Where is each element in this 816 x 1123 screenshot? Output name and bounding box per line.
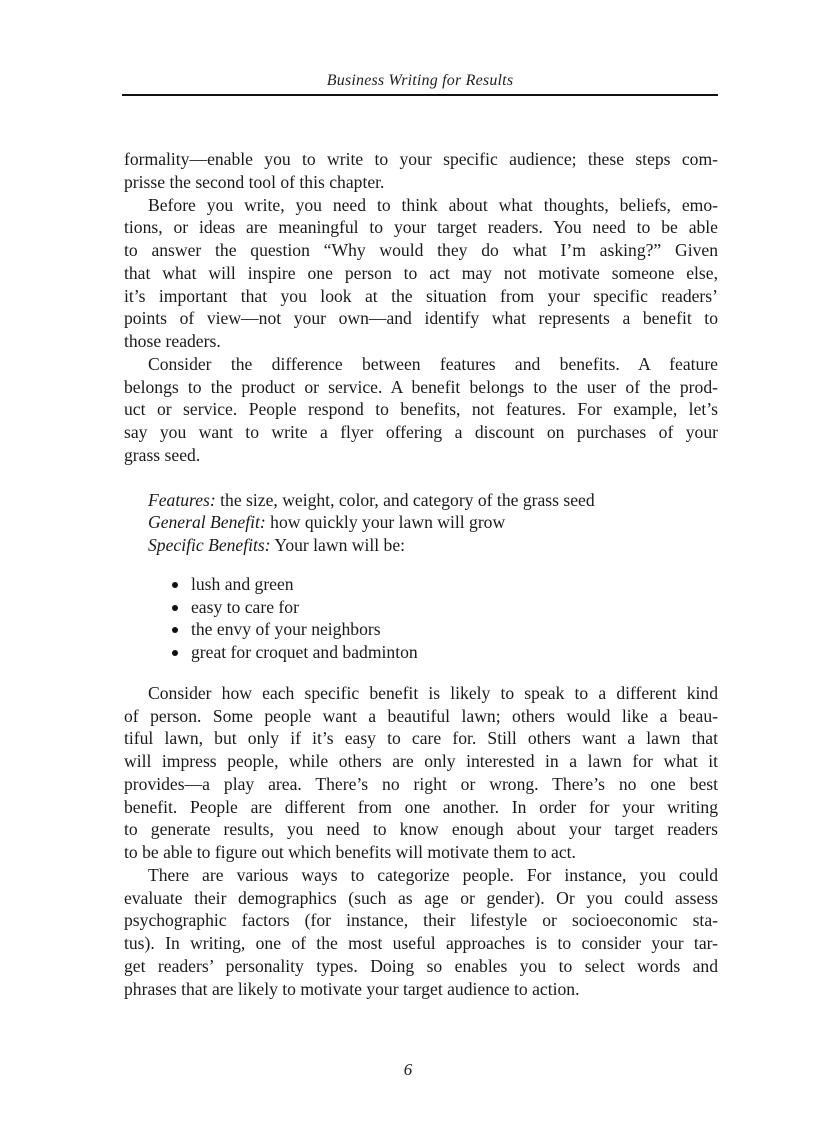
paragraph-1 xyxy=(124,148,718,194)
text-line: points of view—not your own—and identify what represents a benefit to xyxy=(124,308,718,329)
list-item xyxy=(170,641,718,664)
header-rule xyxy=(122,94,718,96)
list-item xyxy=(170,618,718,641)
list-item-text: lush and green xyxy=(191,573,294,594)
definition-features xyxy=(148,489,718,512)
running-header-title: Business Writing for Results xyxy=(326,72,514,89)
text-line: uct or service. People respond to benefits, not features. For example, let’s xyxy=(124,399,718,420)
text-line: say you want to write a flyer offering a discount on purchases of your xyxy=(124,422,718,442)
definition-text: how quickly your lawn will grow xyxy=(265,512,506,533)
text-line: psychographic factors (for instance, their lifestyle or socioeconomic sta- xyxy=(124,910,718,931)
text-line: it’s important that you look at the situation from your specific readers’ xyxy=(124,285,718,306)
text-line: those readers. xyxy=(124,331,221,351)
paragraph-2 xyxy=(124,194,718,353)
text-line: There are various ways to categorize people. For instance, you could xyxy=(148,864,718,885)
text-line: evaluate their demographics (such as age or gender). Or you could assess xyxy=(124,887,718,908)
text-line: tus). In writing, one of the most useful approaches is to consider your tar- xyxy=(124,933,718,953)
text-line: prisse the second tool of this chapter. xyxy=(124,171,385,192)
paragraph-4 xyxy=(124,682,718,864)
bullet-icon xyxy=(172,650,178,656)
text-line: to be able to figure out which benefits will motivate them to act. xyxy=(124,842,576,862)
text-line: of person. Some people want a beautiful lawn; others would like a beau- xyxy=(124,705,718,726)
definitions-block xyxy=(124,489,718,557)
text-line: provides—a play area. There’s no right or wrong. There’s no one best xyxy=(124,773,718,794)
bullet-icon xyxy=(172,627,178,633)
text-line: benefit. People are different from one another. In order for your writing xyxy=(124,796,718,817)
paragraph-3 xyxy=(124,353,718,467)
definition-term: Specific Benefits: xyxy=(148,535,271,555)
text-line: that what will inspire one person to act may not motivate someone else, xyxy=(124,262,718,283)
page-number: 6 xyxy=(403,1060,413,1079)
list-item xyxy=(170,596,718,619)
text-line: get readers’ personality types. Doing so enables you to select words and xyxy=(124,955,718,976)
benefits-list xyxy=(124,573,718,664)
list-item-text: easy to care for xyxy=(191,596,299,617)
text-line: will impress people, while others are only interested in a lawn for what it xyxy=(124,751,718,771)
definition-term: Features: xyxy=(148,489,216,510)
definition-text: Your lawn will be: xyxy=(270,535,406,555)
paragraph-5 xyxy=(124,864,718,1001)
definition-term: General Benefit: xyxy=(148,512,266,533)
list-item xyxy=(170,573,718,596)
definition-specific-benefits xyxy=(148,534,718,557)
text-line: to generate results, you need to know enough about your target readers xyxy=(124,819,718,840)
text-line: Before you write, you need to think about what thoughts, beliefs, emo- xyxy=(148,194,718,215)
text-line: formality—enable you to write to your specific audience; these steps com- xyxy=(124,149,718,169)
text-line: belongs to the product or service. A benefit belongs to the user of the prod- xyxy=(124,376,718,397)
text-line: to answer the question “Why would they do what I’m asking?” Given xyxy=(124,240,718,260)
definition-text: the size, weight, color, and category of the grass seed xyxy=(215,489,595,510)
text-line: Consider how each specific benefit is likely to speak to a different kind xyxy=(148,682,718,703)
body-text xyxy=(124,148,718,1000)
text-line: grass seed. xyxy=(124,444,201,465)
bullet-icon xyxy=(172,605,178,611)
text-line: Consider the difference between features and benefits. A feature xyxy=(148,353,718,374)
definition-general-benefit xyxy=(148,511,718,534)
list-item-text: the envy of your neighbors xyxy=(191,619,381,640)
text-line: tiful lawn, but only if it’s easy to care for. Still others want a lawn that xyxy=(124,728,718,749)
bullet-icon xyxy=(172,582,178,588)
list-item-text: great for croquet and badminton xyxy=(191,642,418,662)
text-line: tions, or ideas are meaningful to your target readers. You need to be able xyxy=(124,217,718,238)
text-line: phrases that are likely to motivate your target audience to action. xyxy=(124,978,580,999)
